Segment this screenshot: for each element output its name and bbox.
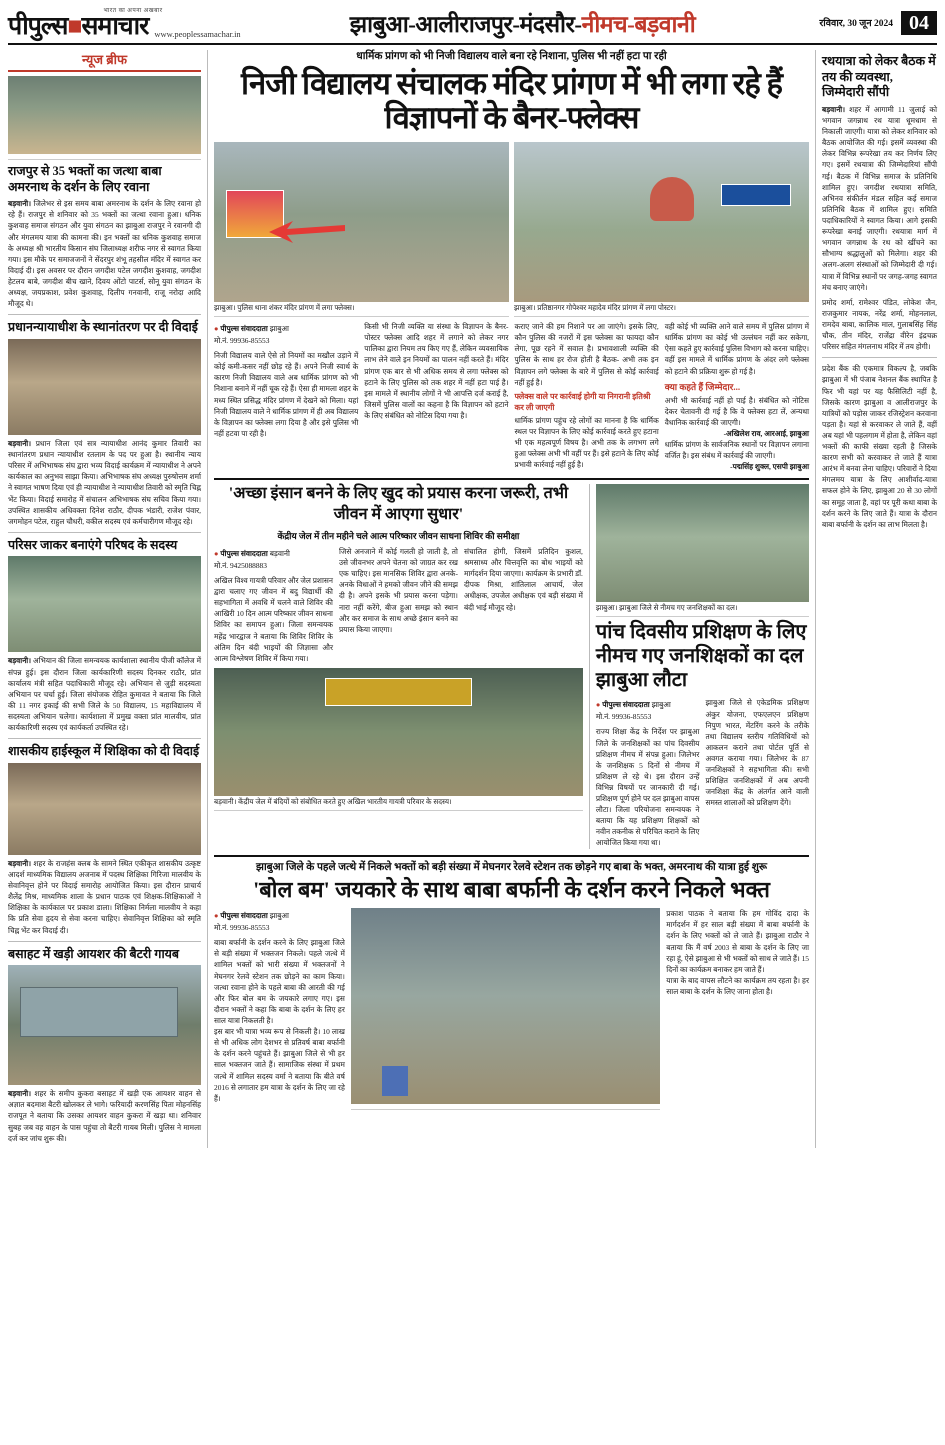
teacher-story-headline: पांच दिवसीय प्रशिक्षण के लिए नीमच गए जनशिक्षकों का दल झाबुआ लौटा bbox=[595, 621, 807, 692]
lead-story bbox=[214, 50, 809, 472]
quote-attribution-2: -पद्मसिंह शुक्ल, एसपी झाबुआ bbox=[730, 462, 809, 472]
teacher-story-body: राज्य शिक्षा केंद्र के निर्देश पर झाबुआ जिले के जनशिक्षकों का पांच दिवसीय प्रशिक्षण नीमच में संपन्न हुआ। जिलेभर के जनशिक्षक 5 दिनों से नीमच में प्रशिक्षण ले रहे थे। इस दौरान उन्हें विभिन्न विषयों पर जानकारी दी गई। प्रशिक्षण पूर्ण होने पर दल झाबुआ वापस लौटा। जिला परियोजना समन्वयक ने बताया कि यह प्रशिक्षण शिक्षकों को नवीन तकनीक से परिचित कराने के लिए आयोजित किया गया था। bbox=[595, 727, 700, 848]
masthead-logo bbox=[8, 6, 258, 39]
masthead bbox=[8, 6, 937, 45]
masthead-meta bbox=[787, 11, 937, 35]
bottom-kicker: झाबुआ जिले के पहले जत्थे में निकले भक्तों को बड़ी संख्या में मेघनगर रेलवे स्टेशन तक छोड़ने गए बाबा के भक्त, अमरनाथ की यात्रा हुई शुरू bbox=[256, 861, 767, 873]
photo-yatra-devotees bbox=[351, 908, 660, 1104]
mid-subhead: केंद्रीय जेल में तीन महीने चले आत्म परिष्कार जीवन साधना शिविर की समीक्षा bbox=[277, 530, 520, 541]
photo-flex-banner-2 bbox=[514, 142, 809, 302]
bottom-body-col3: प्रकाश पाठक ने बताया कि हम गोविंद दादा के मार्गदर्शन में हर साल बड़ी संख्या में बाबा बर्फानी के दर्शन के लिए भक्तों को ले जाते हैं। झाबुआ राठौर ने बताया कि मैं वर्ष 2003 से बाबा के दर्शन के लिए जा रहा हूं, ऐसे झाबुआ से भी भक्तों को साथ ले जाते हैं। 15 दिनों का कार्यक्रम बनाकर हम जाते हैं। bbox=[666, 909, 809, 974]
teacher-story-body-2: झाबुआ जिले से एकेडमिक प्रशिक्षण अंकुर योजना, एफएलएन प्रशिक्षण निपुण भारत, मेंटरिंग करने के तरीके तथा विद्यालय स्तरीय गतिविधियों को आकलन कराने तथा पोर्टल पूर्ति से अवगत कराया गया। जिलेभर के 87 जनशिक्षकों ने सहभागिता की। सभी प्रशिक्षित जनशिक्षकों में अब अपनी जनशिक्षा केंद्र के अंतर्गत आने वाली समस्त शालाओं को प्रशिक्षण देंगे। bbox=[705, 698, 810, 808]
lead-body-col2: किसी भी निजी व्यक्ति या संस्था के विज्ञापन के बैनर-पोस्टर फ्लेक्स आदि शहर में लगाने को लेकर नगर पालिका द्वारा नियम तय किए गए हैं, लेकिन व्यवसायिक लाभ लेने वाले इन नियमों का पालन नहीं करते हैं। मंदिर प्रांगण एक बार से भी अधिक समय से लगा फ्लेक्स को हटाने के लिए पुलिस को तक शहर में नहीं हटा पाई है। इस मामले में स्थानीय लोगों ने भी आपत्ति दर्ज कराई है, जिसमें पुलिस वालों का कहना है कि विज्ञापन को हटाने के लिए संबंधित को नोटिस दिया गया है। bbox=[364, 322, 509, 420]
photo-caption: झाबुआ। पुलिस थाना शंकर मंदिर प्रांगण में लगा फ्लेक्स। bbox=[214, 302, 509, 317]
byline-mobile: मो.नं. 9425088883 bbox=[214, 560, 267, 570]
byline: ● पीपुल्स संवाददाता बड़वानी bbox=[214, 548, 290, 558]
photo-caption: बड़वानी। केंद्रीय जेल में बंदियों को संबोधित करते हुए अखिल भारतीय गायत्री परिवार के सदस्य। bbox=[214, 796, 583, 811]
mid-body-col1: अखिल विश्व गायत्री परिवार और जेल प्रशासन द्वारा चलाए गए जीवन में बदु विद्यार्थी की सहभागिता में अवधि में चलने वाले शिविर की आखिरी 10 दिन आत्म परिष्कार जीवन साधना शिविर का समापन हुआ। जिला समन्वयक महेंद्र भारद्वाज ने बताया कि शिविर शिविर के अंतिम दिन बंदी भाइयों की जिज्ञासा और आत्म विश्लेषण शिविर में किया गया। bbox=[214, 575, 333, 663]
quote-body-2: धार्मिक प्रांगण के सार्वजनिक स्थानों पर विज्ञापन लगाना वर्जित है। इस संबंध में कार्रवाई की जाएगी। bbox=[664, 440, 809, 461]
masthead-tagline: भारत का अपना अखबार bbox=[103, 8, 163, 14]
photo-teachers-group bbox=[596, 484, 809, 602]
bottom-headline: 'बोल बम' जयकारे के साथ बाबा बर्फानी के दर्शन करने निकले भक्त bbox=[253, 877, 770, 903]
photo-court-farewell bbox=[8, 339, 201, 435]
left-column bbox=[8, 50, 208, 1148]
photo-caption bbox=[351, 1104, 660, 1110]
bottom-body-col2: इस बार भी यात्रा भव्य रूप से निकली है। 10 लाख से भी अधिक लोग देशभर से प्रतिवर्ष बाबा बर्फानी के दर्शन करने पहुंचते हैं। झाबुआ जिले से भी हर साल भक्तजन जाते हैं। सामाजिक संस्था में प्रथम जत्थे में शामिल सदस्य वर्मा ने बताया कि बीते वर्ष 2016 से लगातार हम यात्रा के दर्शन के लिए जा रहे हैं। bbox=[214, 1027, 345, 1103]
masthead-brand: पीपुल्स■समाचार bbox=[8, 13, 149, 40]
byline: ● पीपुल्स संवाददाता झाबुआ bbox=[214, 911, 289, 921]
story-body: बड़वानी। शहर के समीप कुकरा बसाहट में खड़ी एक आयशर वाहन से अज्ञात बदमाश बैटरी खोलकर ले भागे। फरियादी करणसिंह पिता मोहनसिंह राजपूत ने बताया कि उसका आयशर वाहन कुकरा में खड़ा था। शनिवार सुबह जब वह वाहन के पास पहुंचा तो बैटरी गायब मिली। पुलिस ने मामला दर्ज कर जांच शुरू की। bbox=[8, 1089, 201, 1143]
photo-caption bbox=[8, 154, 201, 160]
lead-subbox-head: फ्लेक्स वाले पर कार्रवाई होगी या निगरानी इतिश्री कर ली जाएगी bbox=[514, 391, 651, 412]
story-headline: परिसर जाकर बनाएंगे परिषद के सदस्य bbox=[8, 537, 178, 552]
mid-body-col2: जिसे अनजाने में कोई गलती हो जाती है, तो उसे जीवनभर अपने चेतना को जाग्रत कर रख एक चाहिए। इस मानसिक शिविर द्वारा अनके-अनके विधाओं ने हमको जीवन जीने की समझ दी है। अपने इसके भी प्रयास करना पड़ेगा। नारा नहीं करेंगे, बीज हुआ समझ को स्थान और कर समाज के साथ अच्छे इंसान बनने का प्रयास किया जाएगा। bbox=[338, 546, 458, 634]
masthead-edition: झाबुआ-आलीराजपुर-मंदसौर-नीमच-बड़वानी bbox=[349, 11, 696, 37]
story-body: बड़वानी। अभियान की जिला समन्वयक कार्यशाला स्थानीय पीजी कॉलेज में संपन्न हुई। इस दौरान जिला कार्यकारिणी सदस्य दिनकर राठौर, प्रांत कार्यालय मंत्री सहित पदाधिकारी मौजूद रहे। अभियान से जुड़ी सदस्यता अभियान पर चर्चा हुई। जिला संयोजक रोहित कुमावत ने बताया कि जिले की 11 नगर इकाई की सभी जिले के 50 विद्यालय, 15 महाविद्यालय में सदस्यता अभियान चलेगा। कार्यशाला में प्रमुख वक्ता प्रांत मालवीय, प्रांत कार्यकारिणी सदस्य एवं कार्यकर्ता उपस्थित रहे। bbox=[8, 656, 202, 733]
lead-body-col3: कराए जाने की हम निशाने पर आ जाएंगे। इसके लिए, कौन पुलिस की नजरों में इस फ्लेक्स का फायदा कौन लेगा, पूछ रहने में सवाल है। प्रभावशाली व्यक्ति की पुलिस के साथ हर रोज होती है बैठक- अभी तक इन विज्ञापन लगे फ्लेक्स के बारे में पुलिस से कोई कार्रवाई नहीं हुई है। bbox=[514, 322, 659, 387]
photo-truck bbox=[8, 965, 201, 1085]
publication-date: रविवार, 30 जून 2024 bbox=[819, 19, 893, 29]
page-number: 04 bbox=[901, 11, 937, 35]
lead-kicker: धार्मिक प्रांगण को भी निजी विद्यालय वाले बना रहे निशाना, पुलिस भी नहीं हटा पा रही bbox=[356, 51, 667, 62]
story-headline: राजपुर से 35 भक्तों का जत्था बाबा अमरनाथ के दर्शन के लिए रवाना bbox=[8, 164, 162, 194]
photo-workshop bbox=[8, 556, 201, 652]
mid-body-col3: संचालित होगी, जिसमें प्रतिदिन कुशल, श्रमसाध्य और चित्तवृत्ति का बोध भाइयों को मार्गदर्शन दिया जाएगा। कार्यक्रम के प्रभारी डॉ. दीपक मिश्रा, शांतिलाल आचार्य, जेल अधीक्षक, उपजेल अधीक्षक एवं बड़ी संख्या में बंदी भाई मौजूद रहे। bbox=[463, 546, 583, 612]
story-headline: बसाहट में खड़ी आयशर की बैटरी गायब bbox=[8, 946, 180, 961]
story-headline: रथयात्रा को लेकर बैठक में तय की व्यवस्था, जिम्मेदारी सौंपी bbox=[822, 54, 936, 100]
byline-mobile: मो.नं. 99936-85553 bbox=[214, 336, 270, 346]
lead-body-col4: वही कोई भी व्यक्ति आने वाले समय में पुलिस प्रांगण में धार्मिक प्रांगण का कोई भी उल्लंघन नहीं कर सकेगा, ऐसा कहते हुए कार्रवाई पुलिस विभाग को करना चाहिए। वहीं इस मामले में धार्मिक प्रांगण के अंदर लगे फ्लेक्स को हटाने की प्रक्रिया शुरू हो गई है। bbox=[664, 322, 809, 376]
byline: ● पीपुल्स संवाददाता झाबुआ bbox=[595, 700, 671, 710]
right-mid-story bbox=[589, 484, 809, 848]
quotes-box-head: क्या कहते हैं जिम्मेदार... bbox=[664, 381, 741, 392]
mid-story bbox=[214, 484, 809, 848]
story-headline: शासकीय हाईस्कूल में शिक्षिका को दी विदाई bbox=[8, 744, 200, 759]
byline-mobile: मो.नं. 99936-85553 bbox=[214, 923, 270, 933]
photo-group-devotees bbox=[8, 76, 201, 154]
lead-body-col1: निजी विद्यालय वाले ऐसे तो नियमों का मखौल उड़ाने में कोई कमी-कसर नहीं छोड़ रहे हैं। अपने निजी स्वार्थ के कारण निजी विद्यालय वाले अब धार्मिक प्रांगण को भी निशाना बनाने में नहीं चूक रहे हैं। ऐसा ही मामला शहर के मध्य स्थित प्रसिद्ध मंदिर प्रांगण में देखने को मिला। यहां निजी विद्यालय वाले ने धार्मिक प्रांगण में ही अब विद्यालय के विज्ञापन का फ्लेक्स लगा दिया है और इसे पुलिस भी नहीं हटवा पा रही है। bbox=[214, 351, 359, 438]
bottom-body-col1: बाबा बर्फानी के दर्शन करने के लिए झाबुआ जिले से बड़ी संख्या में भक्तजन निकले। पहले जत्थे में शामिल भक्तों को भारी संख्या में भक्तजनों ने मेघनगर रेलवे स्टेशन तक छोड़ने का काम किया। जत्था रवाना होने के पहले बाबा की आरती की गई और फिर बोल बम के जयकारे लगाए गए। इस दौरान भक्तों ने कहा कि बाबा के दर्शन के लिए हर साल यात्रा निकलती है। bbox=[214, 938, 345, 1025]
lead-headline: निजी विद्यालय संचालक मंदिर प्रांगण में भी लगा रहे हैं विज्ञापनों के बैनर-फ्लेक्स bbox=[240, 65, 783, 136]
story-body: बड़वानी। शहर में आगामी 11 जुलाई को भगवान जगन्नाथ रथ यात्रा धूमधाम से निकाली जाएगी। यात्रा को लेकर शनिवार को बैठक आयोजित की गई। इसमें व्यवस्था की लेकर विभिन्न रूपरेखा तय कर निर्णय लिए गए। इसमें रथयात्रा की जिम्मेदारियां सौंपी गई। बैठक में विभिन्न समाज के प्रतिनिधि शामिल हुए। जगदीश रथयात्रा समिति, अभिनव संकीर्तन मंडल सहित कई समाज प्रतिनिधि बैठक में शामिल हुए। समिति पदाधिकारियों ने स्वागत किया। आगे इसकी रूपरेखा बनाई जाएगी। रथयात्रा मार्ग में भगवान जगन्नाथ के रथ को खींचने का सौभाग्य श्रद्धालुओं को मिलेगा। शहर की अलग-अलग संस्थाओं को जिम्मेदारी दी गई। यात्रा में विभिन्न स्थानों पर जगह-जगह स्वागत मंच बनाए जाएंगे। प्रमोद शर्मा, रामेश्वर पंडित, लोकेश जैन, राजकुमार नायक, नरेंद्र शर्मा, मोहनलाल, रामदेव बाबा, कालिक माल, गुलाबसिंह सिंह चौक, तीन मंदिर, राजेंद्रा वीरेन इंद्रचक्र परिसर सहित मंगलनाथ मंदिर में तय होगी। bbox=[822, 104, 937, 352]
bottom-story bbox=[214, 861, 809, 1111]
mid-headline: 'अच्छा इंसान बनने के लिए खुद को प्रयास करना जरूरी, तभी जीवन में आएगा सुधार' bbox=[228, 485, 569, 524]
photo-caption: झाबुआ। झाबुआ जिले से नीमच गए जनशिक्षकों का दल। bbox=[596, 602, 809, 617]
section-label-news-brief: न्यूज ब्रीफ bbox=[8, 50, 201, 72]
center-column bbox=[214, 50, 809, 1148]
lead-subbox-body: धार्मिक प्रांगण पहुंच रहे लोगों का मानना है कि धार्मिक स्थल पर विज्ञापन के लिए कोई कार्रवाई करते हुए हटाना भी एक महत्वपूर्ण विषय है। अभी तक के लगभग लगे हुआ फ्लेक्स अभी भी वहीं पर हैं। इसे हटाने के लिए कोई प्रभावी कार्रवाई नहीं हुई है। bbox=[514, 415, 659, 470]
quote-body-1: अभी भी कार्रवाई नहीं हो पाई है। संबंधित को नोटिस देकर चेतावनी दी गई है कि वे फ्लेक्स हटा लें, अन्यथा वैधानिक कार्रवाई की जाएगी। bbox=[664, 395, 809, 427]
photo-school-farewell bbox=[8, 763, 201, 855]
quote-attribution-1: -अखिलेश राव, आरआई, झाबुआ bbox=[723, 428, 809, 438]
story-headline: प्रधानन्यायाधीश के स्थानांतरण पर दी विदाई bbox=[8, 320, 198, 335]
photo-caption: झाबुआ। प्रतिष्ठानगर गोपेश्वर महादेव मंदिर प्रांगण में लगा पोस्टर। bbox=[514, 302, 809, 317]
bottom-body-col4: यात्रा के बाद वापस लौटने का कार्यक्रम तय रहता है। हर साल बाबा के दर्शन के लिए जाना होता है। bbox=[666, 975, 809, 996]
byline-mobile: मो.नं. 99936-85553 bbox=[595, 712, 652, 722]
byline: ● पीपुल्स संवाददाता झाबुआ bbox=[214, 324, 289, 334]
story-body: बड़वानी। जिलेभर से इस समय बाबा अमरनाथ के दर्शन के लिए रवाना हो रहे हैं। राजपुर से शनिवार को 35 भक्तों का जत्था रवाना हुआ। धनिक कुशवाह समाज संगठन और युवा संगठन का झाबुआ राजपुर ने रवानगी दी और मंगलमय यात्रा की कामना की। इन भक्तों का धनिक कुशवाह समाज के अध्यक्ष श्री भारतीय किसान संघ जिलाध्यक्ष शरीफ नगर से स्वागत किया गया। इस मौके पर समाजजनों ने सेंदरपुर शंभू तहसील मंदिर में स्वागत कर विदाई दी। इस अवसर पर दौरान जगदीश पटेल जगदीश कुशवाह, जगदीश हेटलव बाबे, जगदीश बीच खाने, दिवय ओंटो पाटर्स, सोनू युवा संगठन के अध्यक्ष, जयप्रकाश, प्रवेश कुशवाह, दिलीप गनवानी, राजू नरोदा आदि मौजूद थे। bbox=[8, 199, 201, 309]
story-body: बड़वानी। शहर के राजहंस क्लब के सामने स्थित एकीकृत शासकीय उत्कृष्ट आदर्श माध्यमिक विद्यालय अजनाब में पदस्थ शिक्षिका गिरिजा मालवीय के सेवानिवृत्त होने पर विदाई समारोह आयोजित किया। इस दौरान प्राचार्य शैलेंद्र मिश्र, माध्यमिक शाला के प्रधान पाठक एवं शिक्षक-शिक्षिकाओं ने शिक्षिका के कार्यकाल पर प्रकाश डाला। शिक्षिका निर्मला मालवीय ने कहा कि प्रति सेवा हृदय से सेवा करना चाहिए। सेवानिवृत्त शिक्षिका को स्मृति चिह्न भेंट कर विदाई दी। bbox=[8, 858, 201, 935]
arrow-annotation-icon bbox=[267, 219, 347, 245]
masthead-url: www.peoplessamachar.in bbox=[154, 29, 241, 39]
photo-jail-camp bbox=[214, 668, 583, 796]
story-body: बड़वानी। प्रधान जिला एवं सत्र न्यायाधीश आनंद कुमार तिवारी का स्थानांतरण प्रधान न्यायाधीश रतलाम के पद पर हुआ है। स्थानीय न्याय परिसर में अभिभाषक संघ द्वारा भव्य विदाई कार्यक्रम में न्यायाधीश ने अपने कार्यकाल का अनुभव साझा किया। अभिभाषक संघ अध्यक्ष पुरुषोत्तम शर्मा ने स्वागत भाषण दिया एवं ही न्यायाधीश ने न्यायाधीश तिवारी को स्मृति चिह्न भेंट किया। विदाई समारोह में संचालन अभिभाषक संघ सचिव किया गया। उपस्थित शासकीय अधिवक्ता दिनेश राठौर, दीपक भंडारी, राजेश पंवार, जगमोहन पटेल, राहुल चौधरी, वकील सदस्य एवं कर्मचारीगण मौजूद रहे। bbox=[8, 438, 201, 526]
photo-flex-banner-1 bbox=[214, 142, 509, 302]
story-names: प्रमोद शर्मा, रामेश्वर पंडित, लोकेश जैन, राजकुमार नायक, नरेंद्र शर्मा, मोहनलाल, रामदेव बाबा, कालिक माल, गुलाबसिंह सिंह चौक, तीन मंदिर, राजेंद्रा वीरेन इंद्रचक्र परिसर सहित मंगलनाथ मंदिर में तय होगी। bbox=[822, 297, 937, 352]
right-column bbox=[815, 50, 937, 1148]
right-column-continuation: प्रदेश बैंक की एकमात्र विकल्प है, जबकि झाबुआ में भी पंजाब नेशनल बैंक स्थापित है फिर भी यहां पर यह फैसिलिटी नहीं है, जिसके कारण झाबुआ व आलीराजपुर के यात्रियों को पड़ोस जाकर रजिस्ट्रेशन करवाना पड़ता है। यहां से करवाकर ले जाते हैं, वहीं अब यहां भी पहलगाम में होता है, लेकिन वहां भक्तों की काफी संख्या रहती है जिसके कारण सभी को करवाकर ले जाते हैं यात्रा आरंभ में बनवा लेना चाहिए। परिवारों ने दिया मंगलमय यात्रा के लिए आशीर्वाद-यात्रा सफल होने के लिए, झाबुआ 20 से 30 लोगों का समूह जाता है, वहां पर पूरी कथा बाबा के दर्शन करने के लिए जाते हैं। यात्रा के दौरान बाबा बर्फानी के दर्शन का लाभ मिलता है। bbox=[822, 364, 937, 529]
